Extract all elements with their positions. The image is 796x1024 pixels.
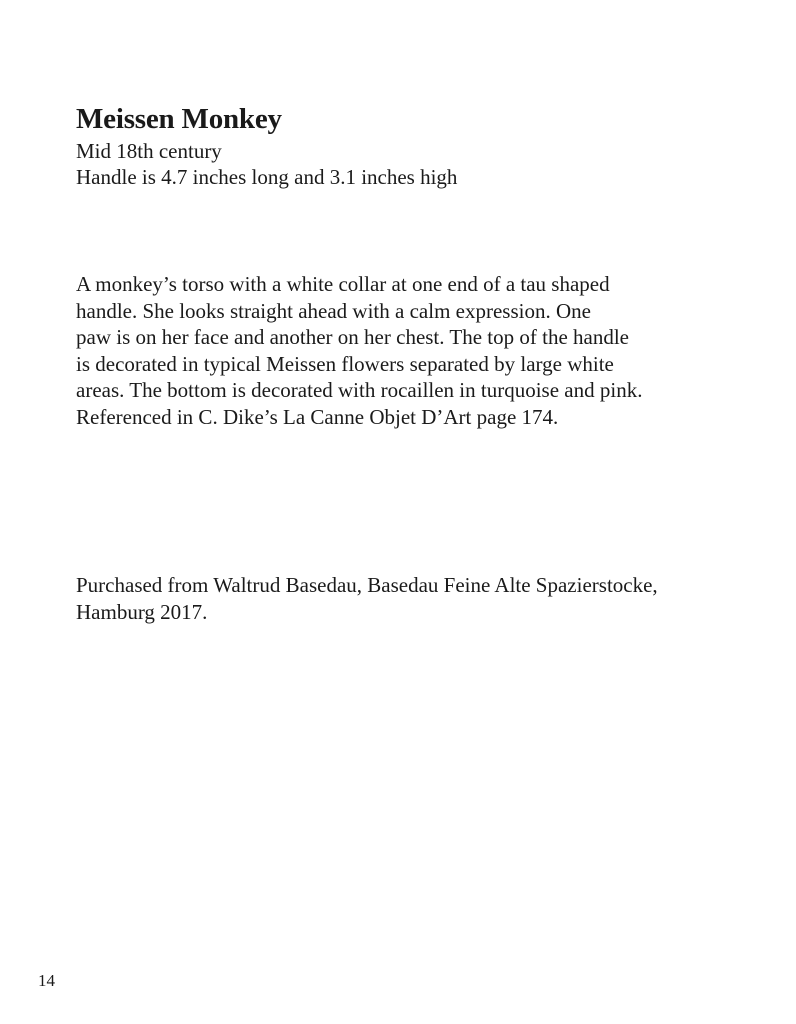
- description-line: A monkey’s torso with a white collar at one end of a tau shaped: [76, 272, 610, 296]
- entry-date: Mid 18th century: [76, 139, 222, 163]
- entry-dimensions: Handle is 4.7 inches long and 3.1 inches high: [76, 165, 458, 189]
- entry-description: [76, 271, 716, 431]
- description-line: paw is on her face and another on her chest. The top of the handle: [76, 325, 629, 350]
- provenance-line: Purchased from Waltrud Basedau, Basedau Feine Alte Spazierstocke,: [76, 573, 658, 597]
- entry-header: [76, 100, 756, 190]
- entry-provenance: [76, 572, 756, 625]
- description-line: is decorated in typical Meissen flowers separated by large white: [76, 351, 614, 376]
- provenance-line: Hamburg 2017.: [76, 599, 208, 624]
- description-line: areas. The bottom is decorated with rocaillen in turquoise and pink.: [76, 378, 643, 403]
- entry-title: Meissen Monkey: [76, 103, 282, 135]
- description-line: handle. She looks straight ahead with a calm expression. One: [76, 298, 591, 323]
- description-line: Referenced in C. Dike’s La Canne Objet D’Art page 174.: [76, 404, 559, 429]
- page-number: 14: [38, 971, 55, 990]
